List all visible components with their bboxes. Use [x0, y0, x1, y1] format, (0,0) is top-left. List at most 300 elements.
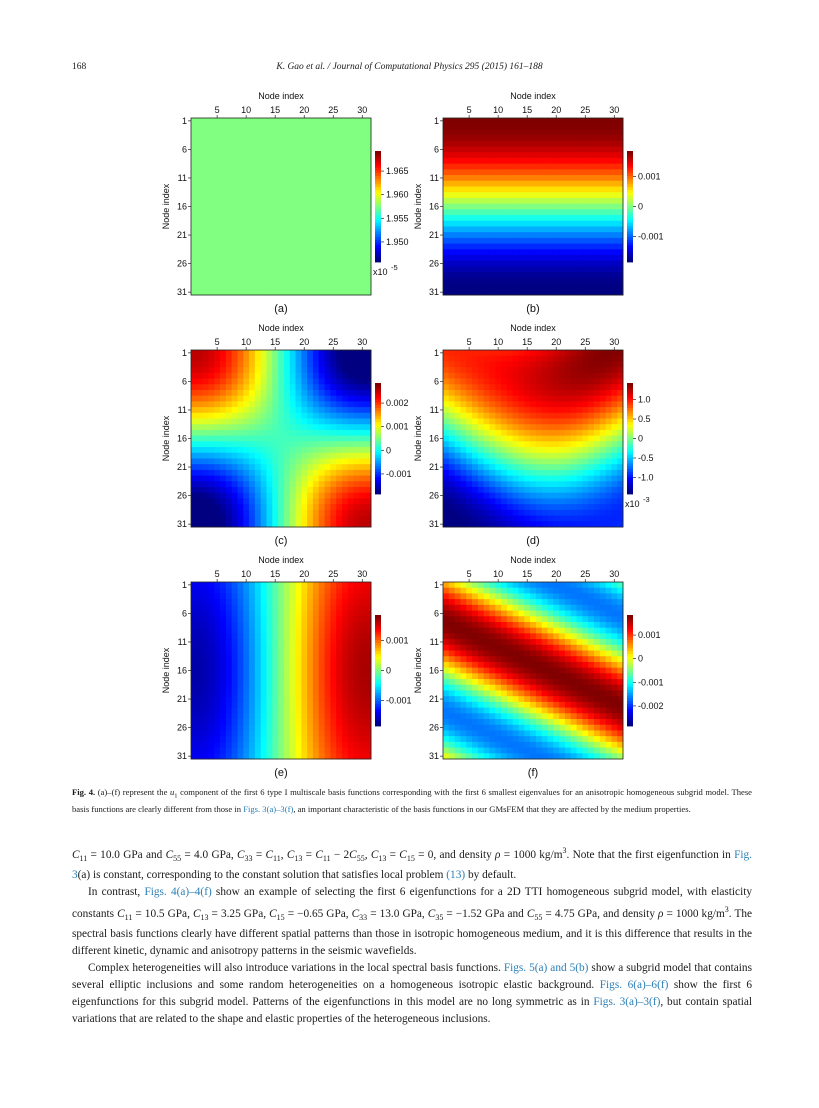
heatmap-cell [220, 521, 226, 527]
heatmap-cell [565, 152, 571, 158]
heatmap-cell [507, 124, 513, 130]
heatmap-cell [313, 493, 319, 499]
heatmap-cell [548, 436, 554, 442]
heatmap-cell [278, 373, 284, 379]
heatmap-cell [232, 198, 238, 204]
heatmap-cell [606, 198, 612, 204]
heatmap-cell [313, 616, 319, 622]
heatmap-cell [226, 616, 232, 622]
heatmap-cell [307, 725, 313, 731]
heatmap-cell [559, 249, 565, 255]
heatmap-cell [249, 118, 255, 124]
heatmap-cell [261, 639, 267, 645]
heatmap-cell [208, 384, 214, 390]
heatmap-cell [449, 289, 455, 295]
heatmap-cell [342, 135, 348, 141]
heatmap-cell [336, 373, 342, 379]
heatmap-cell [284, 401, 290, 407]
heatmap-cell [617, 289, 623, 295]
heatmap-cell [319, 447, 325, 453]
heatmap-cell [365, 181, 371, 187]
heatmap-cell [524, 436, 530, 442]
heatmap-cell [191, 350, 197, 356]
heatmap-cell [243, 516, 249, 522]
heatmap-cell [536, 521, 542, 527]
heatmap-cell [203, 158, 209, 164]
heatmap-cell [272, 605, 278, 611]
heatmap-cell [571, 487, 577, 493]
heatmap-cell [518, 401, 524, 407]
heatmap-cell [548, 430, 554, 436]
heatmap-cell [524, 175, 530, 181]
heatmap-cell [501, 407, 507, 413]
heatmap-cell [261, 582, 267, 588]
heatmap-cell [582, 447, 588, 453]
heatmap-cell [348, 673, 354, 679]
heatmap-cell [536, 379, 542, 385]
heatmap-cell [359, 702, 365, 708]
heatmap-cell [266, 390, 272, 396]
heatmap-cell [449, 164, 455, 170]
heatmap-cell [472, 487, 478, 493]
heatmap-cell [226, 147, 232, 153]
heatmap-cell [290, 685, 296, 691]
heatmap-cell [284, 289, 290, 295]
heatmap-cell [237, 622, 243, 628]
heatmap-cell [325, 135, 331, 141]
heatmap-cell [313, 453, 319, 459]
heatmap-cell [255, 284, 261, 290]
heatmap-cell [249, 662, 255, 668]
heatmap-cell [553, 289, 559, 295]
heatmap-cell [365, 187, 371, 193]
heatmap-cell [530, 261, 536, 267]
heatmap-cell [606, 458, 612, 464]
heatmap-cell [478, 356, 484, 362]
colorbar-tick-label: -0.5 [638, 452, 654, 463]
heatmap-cell [278, 679, 284, 685]
heatmap-cell [594, 129, 600, 135]
heatmap-cell [501, 175, 507, 181]
heatmap-cell [588, 158, 594, 164]
heatmap-cell [226, 605, 232, 611]
heatmap-cell [319, 356, 325, 362]
heatmap-cell [588, 221, 594, 227]
colorbar-step [627, 475, 633, 478]
heatmap-cell [261, 719, 267, 725]
heatmap-cell [266, 458, 272, 464]
heatmap-cell [237, 289, 243, 295]
heatmap-cell [307, 708, 313, 714]
heatmap-cell [197, 730, 203, 736]
heatmap-cell [495, 181, 501, 187]
heatmap-cell [359, 198, 365, 204]
heatmap-cell [290, 441, 296, 447]
heatmap-cell [214, 481, 220, 487]
heatmap-cell [588, 390, 594, 396]
heatmap-cell [507, 447, 513, 453]
heatmap-cell [489, 244, 495, 250]
heatmap-cell [342, 192, 348, 198]
heatmap-cell [220, 384, 226, 390]
heatmap-cell [513, 481, 519, 487]
heatmap-cell [243, 582, 249, 588]
heatmap-cell [530, 124, 536, 130]
heatmap-cell [443, 447, 449, 453]
heatmap-cell [455, 407, 461, 413]
heatmap-cell [600, 232, 606, 238]
heatmap-cell [272, 730, 278, 736]
heatmap-cell [530, 232, 536, 238]
heatmap-cell [197, 373, 203, 379]
heatmap-cell [617, 441, 623, 447]
heatmap-cell [559, 384, 565, 390]
heatmap-cell [272, 611, 278, 617]
heatmap-cell [232, 516, 238, 522]
heatmap-cell [354, 396, 360, 402]
heatmap-cell [518, 356, 524, 362]
heatmap-cell [296, 708, 302, 714]
heatmap-cell [226, 181, 232, 187]
heatmap-cell [290, 593, 296, 599]
heatmap-cell [536, 373, 542, 379]
heatmap-cell [449, 272, 455, 278]
heatmap-cell [197, 384, 203, 390]
heatmap-cell [313, 350, 319, 356]
heatmap-cell [354, 175, 360, 181]
heatmap-cell [571, 266, 577, 272]
heatmap-cell [197, 413, 203, 419]
heatmap-cell [577, 209, 583, 215]
heatmap-cell [214, 244, 220, 250]
heatmap-cell [319, 685, 325, 691]
heatmap-cell [606, 373, 612, 379]
heatmap-cell [243, 204, 249, 210]
heatmap-cell [220, 261, 226, 267]
heatmap-cell [191, 266, 197, 272]
heatmap-cell [594, 361, 600, 367]
heatmap-cell [197, 639, 203, 645]
heatmap-cell [460, 458, 466, 464]
heatmap-cell [284, 504, 290, 510]
heatmap-cell [359, 209, 365, 215]
heatmap-cell [301, 516, 307, 522]
heatmap-cell [278, 582, 284, 588]
heatmap-cell [342, 719, 348, 725]
heatmap-cell [559, 158, 565, 164]
heatmap-cell [548, 209, 554, 215]
heatmap-cell [484, 255, 490, 261]
heatmap-cell [203, 633, 209, 639]
heatmap-cell [301, 255, 307, 261]
heatmap-cell [336, 453, 342, 459]
heatmap-cell [478, 436, 484, 442]
heatmap-cell [313, 679, 319, 685]
heatmap-cell [330, 656, 336, 662]
heatmap-cell [594, 504, 600, 510]
heatmap-cell [278, 470, 284, 476]
heatmap-cell [296, 158, 302, 164]
heatmap-cell [466, 204, 472, 210]
heatmap-cell [272, 481, 278, 487]
heatmap-cell [220, 221, 226, 227]
heatmap-cell [588, 516, 594, 522]
heatmap-cell [542, 158, 548, 164]
heatmap-cell [301, 124, 307, 130]
heatmap-cell [301, 209, 307, 215]
heatmap-cell [600, 226, 606, 232]
heatmap-cell [443, 181, 449, 187]
heatmap-cell [191, 487, 197, 493]
heatmap-cell [348, 645, 354, 651]
heatmap-cell [284, 622, 290, 628]
heatmap-cell [548, 289, 554, 295]
heatmap-cell [220, 175, 226, 181]
heatmap-cell [495, 284, 501, 290]
heatmap-cell [220, 118, 226, 124]
heatmap-cell [548, 521, 554, 527]
heatmap-cell [536, 516, 542, 522]
heatmap-cell [319, 147, 325, 153]
heatmap-cell [342, 628, 348, 634]
heatmap-cell [208, 221, 214, 227]
heatmap-cell [290, 498, 296, 504]
heatmap-cell [261, 221, 267, 227]
heatmap-cell [290, 510, 296, 516]
heatmap-cell [542, 169, 548, 175]
heatmap-cell [237, 730, 243, 736]
colorbar-step [375, 195, 381, 198]
heatmap-cell [261, 215, 267, 221]
heatmap-cell [565, 367, 571, 373]
heatmap-cell [484, 356, 490, 362]
heatmap-cell [495, 521, 501, 527]
heatmap-cell [330, 350, 336, 356]
heatmap-cell [278, 476, 284, 482]
heatmap-cell [296, 204, 302, 210]
heatmap-cell [220, 453, 226, 459]
heatmap-cell [342, 616, 348, 622]
heatmap-cell [495, 458, 501, 464]
heatmap-cell [296, 464, 302, 470]
heatmap-cell [518, 226, 524, 232]
heatmap-cell [249, 656, 255, 662]
heatmap-cell [501, 521, 507, 527]
heatmap-cell [365, 266, 371, 272]
heatmap-cell [330, 719, 336, 725]
heatmap-cell [237, 249, 243, 255]
heatmap-cell [600, 407, 606, 413]
heatmap-cell [354, 441, 360, 447]
heatmap-cell [495, 373, 501, 379]
heatmap-cell [313, 244, 319, 250]
heatmap-cell [237, 516, 243, 522]
heatmap-cell [513, 209, 519, 215]
heatmap-cell [266, 164, 272, 170]
heatmap-cell [220, 226, 226, 232]
heatmap-cell [449, 521, 455, 527]
heatmap-cell [197, 441, 203, 447]
heatmap-cell [617, 169, 623, 175]
colorbar-step [375, 193, 381, 196]
colorbar-tick-label: 0 [386, 445, 392, 456]
heatmap-cell [342, 413, 348, 419]
heatmap-cell [220, 493, 226, 499]
heatmap-cell [208, 510, 214, 516]
heatmap-cell [348, 493, 354, 499]
heatmap-cell [548, 118, 554, 124]
heatmap-cell [261, 419, 267, 425]
heatmap-cell [489, 187, 495, 193]
heatmap-cell [553, 152, 559, 158]
heatmap-cell [266, 350, 272, 356]
heatmap-cell [348, 424, 354, 430]
heatmap-cell [307, 476, 313, 482]
heatmap-cell [478, 209, 484, 215]
heatmap-cell [191, 493, 197, 499]
heatmap-cell [249, 129, 255, 135]
heatmap-cell [284, 441, 290, 447]
heatmap-cell [489, 424, 495, 430]
heatmap-cell [611, 373, 617, 379]
heatmap-cell [203, 261, 209, 267]
heatmap-cell [330, 436, 336, 442]
heatmap-cell [600, 413, 606, 419]
heatmap-cell [571, 209, 577, 215]
heatmap-cell [600, 481, 606, 487]
heatmap-cell [330, 209, 336, 215]
heatmap-cell [272, 599, 278, 605]
heatmap-cell [565, 401, 571, 407]
colorbar-step [627, 488, 633, 491]
heatmap-cell [507, 516, 513, 522]
heatmap-cell [237, 685, 243, 691]
heatmap-cell [296, 685, 302, 691]
heatmap-cell [594, 413, 600, 419]
heatmap-cell [208, 129, 214, 135]
heatmap-cell [530, 367, 536, 373]
heatmap-cell [354, 164, 360, 170]
heatmap-cell [536, 181, 542, 187]
heatmap-cell [359, 158, 365, 164]
heatmap-cell [296, 662, 302, 668]
heatmap-cell [197, 487, 203, 493]
heatmap-cell [220, 651, 226, 657]
heatmap-cell [365, 679, 371, 685]
heatmap-cell [342, 244, 348, 250]
heatmap-cell [484, 453, 490, 459]
heatmap-cell [266, 158, 272, 164]
heatmap-cell [261, 458, 267, 464]
heatmap-cell [208, 645, 214, 651]
heatmap-cell [226, 436, 232, 442]
heatmap-cell [524, 152, 530, 158]
heatmap-cell [232, 713, 238, 719]
heatmap-cell [284, 662, 290, 668]
heatmap-cell [232, 244, 238, 250]
x-tick-label: 5 [214, 105, 220, 115]
heatmap-cell [478, 266, 484, 272]
heatmap-cell [301, 266, 307, 272]
heatmap-cell [249, 238, 255, 244]
heatmap-cell [319, 605, 325, 611]
heatmap-cell [501, 215, 507, 221]
heatmap-cell [342, 516, 348, 522]
heatmap-cell [518, 124, 524, 130]
heatmap-cell [197, 696, 203, 702]
heatmap-cell [249, 266, 255, 272]
heatmap-cell [524, 209, 530, 215]
heatmap-cell [443, 510, 449, 516]
heatmap-cell [559, 436, 565, 442]
heatmap-cell [197, 350, 203, 356]
heatmap-cell [232, 487, 238, 493]
heatmap-cell [466, 181, 472, 187]
heatmap-cell [588, 441, 594, 447]
heatmap-cell [354, 261, 360, 267]
heatmap-cell [191, 498, 197, 504]
x-tick-label: 5 [466, 337, 472, 347]
heatmap-cell [577, 350, 583, 356]
heatmap-cell [232, 639, 238, 645]
heatmap-cell [600, 249, 606, 255]
heatmap-cell [191, 135, 197, 141]
heatmap-cell [536, 430, 542, 436]
heatmap-cell [290, 708, 296, 714]
heatmap-cell [330, 367, 336, 373]
heatmap-cell [542, 493, 548, 499]
heatmap-cell [296, 493, 302, 499]
colorbar-step [627, 408, 633, 411]
heatmap-cell [530, 521, 536, 527]
heatmap-cell [249, 249, 255, 255]
heatmap-cell [203, 690, 209, 696]
heatmap-cell [278, 730, 284, 736]
heatmap-cell [472, 516, 478, 522]
heatmap-cell [443, 493, 449, 499]
heatmap-cell [513, 249, 519, 255]
heatmap-cell [571, 261, 577, 267]
heatmap-cell [600, 510, 606, 516]
heatmap-cell [203, 350, 209, 356]
heatmap-cell [606, 430, 612, 436]
heatmap-cell [325, 668, 331, 674]
heatmap-cell [220, 356, 226, 362]
y-tick-label: 26 [428, 490, 439, 501]
heatmap-cell [536, 350, 542, 356]
heatmap-cell [611, 232, 617, 238]
heatmap-cell [489, 175, 495, 181]
heatmap-cell [220, 367, 226, 373]
heatmap-cell [582, 419, 588, 425]
heatmap-cell [249, 401, 255, 407]
heatmap-cell [582, 266, 588, 272]
heatmap-cell [232, 436, 238, 442]
heatmap-cell [359, 373, 365, 379]
heatmap-cell [524, 413, 530, 419]
colorbar-exponent: -3 [643, 495, 650, 504]
heatmap-cell [466, 481, 472, 487]
heatmap-cell [301, 662, 307, 668]
heatmap-cell [571, 169, 577, 175]
heatmap-cell [197, 708, 203, 714]
heatmap-cell [606, 390, 612, 396]
heatmap-cell [319, 209, 325, 215]
heatmap-cell [524, 379, 530, 385]
heatmap-cell [611, 516, 617, 522]
heatmap-cell [249, 639, 255, 645]
heatmap-cell [577, 141, 583, 147]
